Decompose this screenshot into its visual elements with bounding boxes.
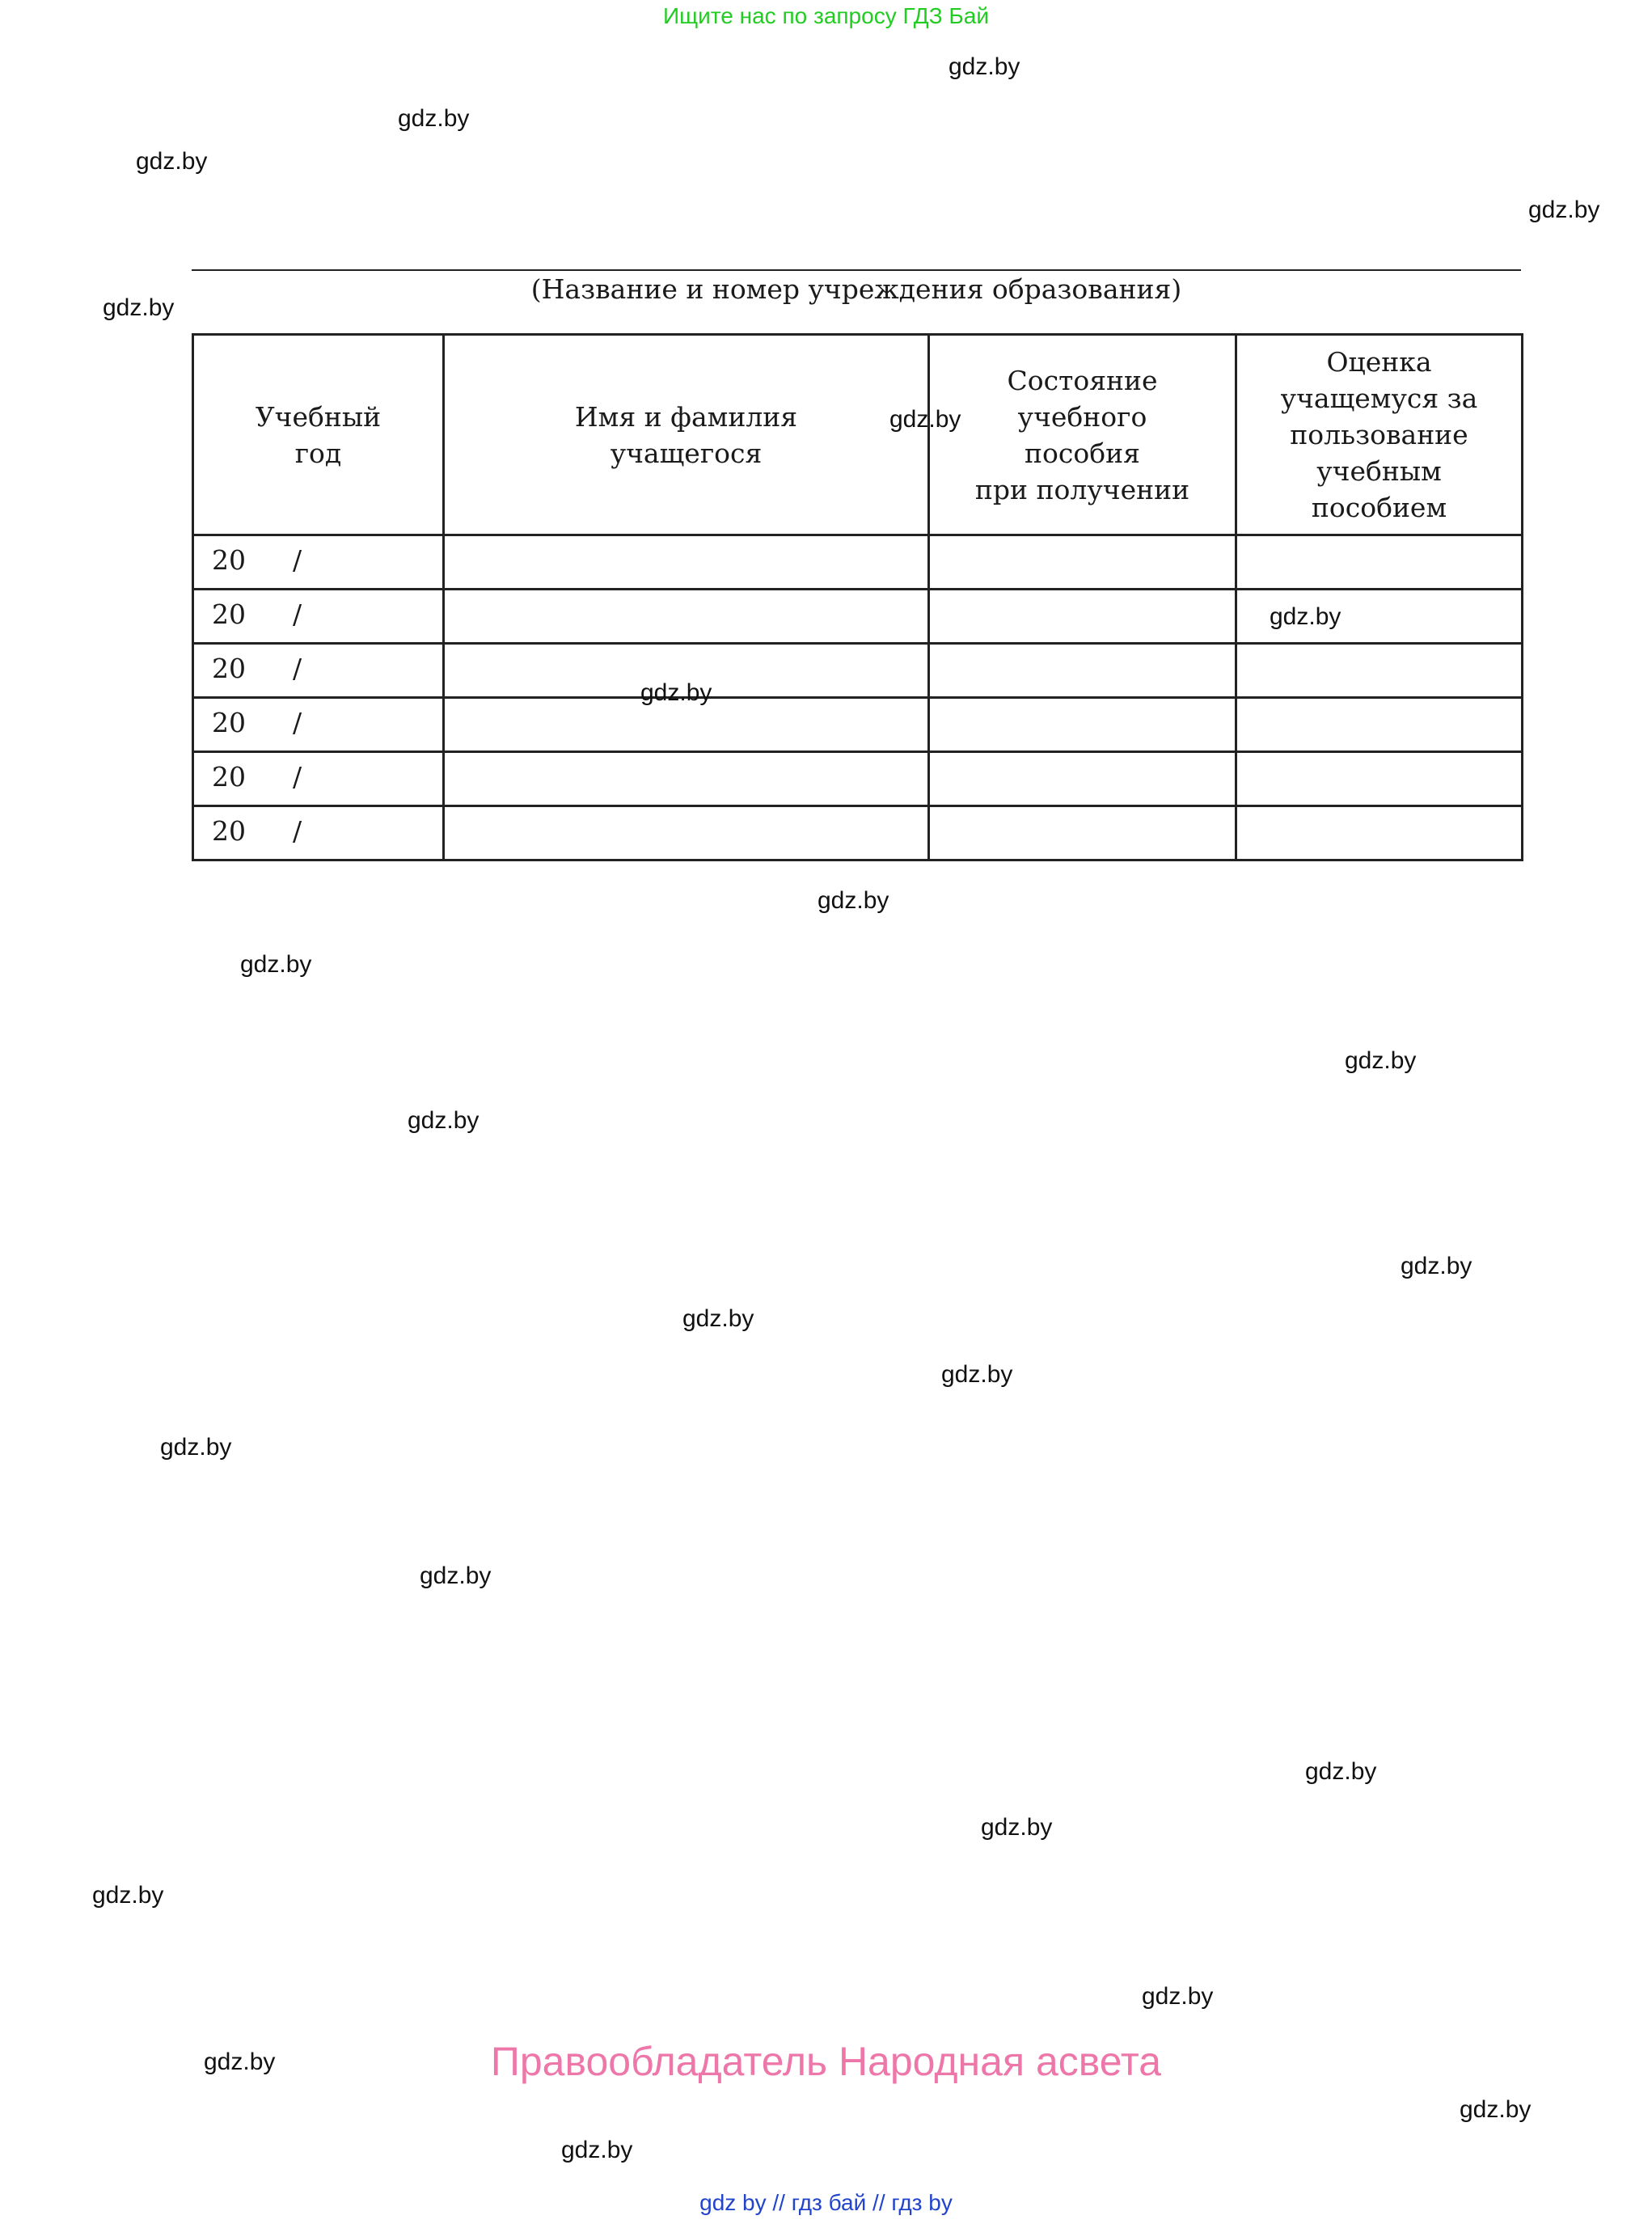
student-name-cell [444,590,929,644]
watermark: gdz.by [1345,1047,1417,1074]
table-row [193,752,1523,806]
header-condition-on-receipt [929,335,1236,535]
rights-holder: Правообладатель Народная асвета [490,2039,1162,2084]
watermark: gdz.by [640,679,712,706]
year-slash: / [293,815,302,847]
header-student-name [444,335,929,535]
condition-cell [929,752,1236,806]
table-row [193,535,1523,590]
year-slash: / [293,544,302,576]
usage-grade-cell [1236,806,1523,860]
header-school-year [193,335,444,535]
watermark: gdz.by [1528,197,1600,223]
student-name-cell [444,535,929,590]
watermark: gdz.by [103,294,175,321]
usage-grade-cell [1236,644,1523,698]
watermark: gdz.by [1401,1253,1472,1279]
watermark: gdz.by [240,951,312,978]
year-slash: / [293,761,302,793]
school-year-cell [193,806,444,860]
watermark: gdz.by [981,1814,1053,1841]
institution-name-line [192,269,1521,271]
watermark: gdz.by [92,1882,164,1909]
watermark: gdz.by [420,1562,492,1589]
school-year-cell [193,752,444,806]
header-usage-grade [1236,335,1523,535]
watermark: gdz.by [889,406,961,433]
school-year-cell [193,535,444,590]
usage-grade-cell [1236,535,1523,590]
year-prefix: 20 [212,815,246,847]
table-header-row [193,335,1523,535]
year-slash: / [293,707,302,738]
condition-cell [929,698,1236,752]
watermark: gdz.by [1270,603,1341,630]
header-school-year-label: Учебный год [255,400,382,469]
watermark: gdz.by [1460,2096,1532,2123]
condition-cell [929,535,1236,590]
watermark: gdz.by [204,2049,276,2075]
year-slash: / [293,598,302,630]
school-year-cell [193,644,444,698]
watermark: gdz.by [408,1107,480,1134]
school-year-cell [193,698,444,752]
school-year-cell [193,590,444,644]
table-row [193,698,1523,752]
student-name-cell [444,752,929,806]
watermark: gdz.by [682,1305,754,1332]
usage-grade-cell [1236,698,1523,752]
header-student-name-label: Имя и фамилия учащегося [574,400,798,469]
year-prefix: 20 [212,761,246,793]
year-prefix: 20 [212,653,246,684]
table-row [193,806,1523,860]
condition-cell [929,644,1236,698]
header-usage-grade-label: Оценка учащемуся за пользование учебным пособием [1280,346,1478,523]
footer-links[interactable]: gdz by // гдз бай // гдз by [699,2190,953,2215]
year-prefix: 20 [212,598,246,630]
header-condition-label: Состояние учебного пособия при получении [974,364,1190,505]
student-name-cell [444,806,929,860]
condition-cell [929,590,1236,644]
institution-caption: (Название и номер учреждения образования) [530,273,1182,305]
condition-cell [929,806,1236,860]
year-slash: / [293,653,302,684]
watermark: gdz.by [941,1361,1013,1388]
watermark: gdz.by [160,1434,232,1461]
watermark: gdz.by [561,2137,633,2163]
watermark: gdz.by [398,105,470,132]
watermark: gdz.by [818,887,889,914]
watermark: gdz.by [1305,1758,1377,1785]
watermark: gdz.by [1142,1983,1214,2010]
watermark: gdz.by [949,53,1020,80]
year-prefix: 20 [212,544,246,576]
table-row [193,644,1523,698]
textbook-usage-table [192,333,1523,861]
top-banner: Ищите нас по запросу ГДЗ Бай [662,3,990,28]
watermark: gdz.by [136,148,208,175]
usage-grade-cell [1236,752,1523,806]
year-prefix: 20 [212,707,246,738]
